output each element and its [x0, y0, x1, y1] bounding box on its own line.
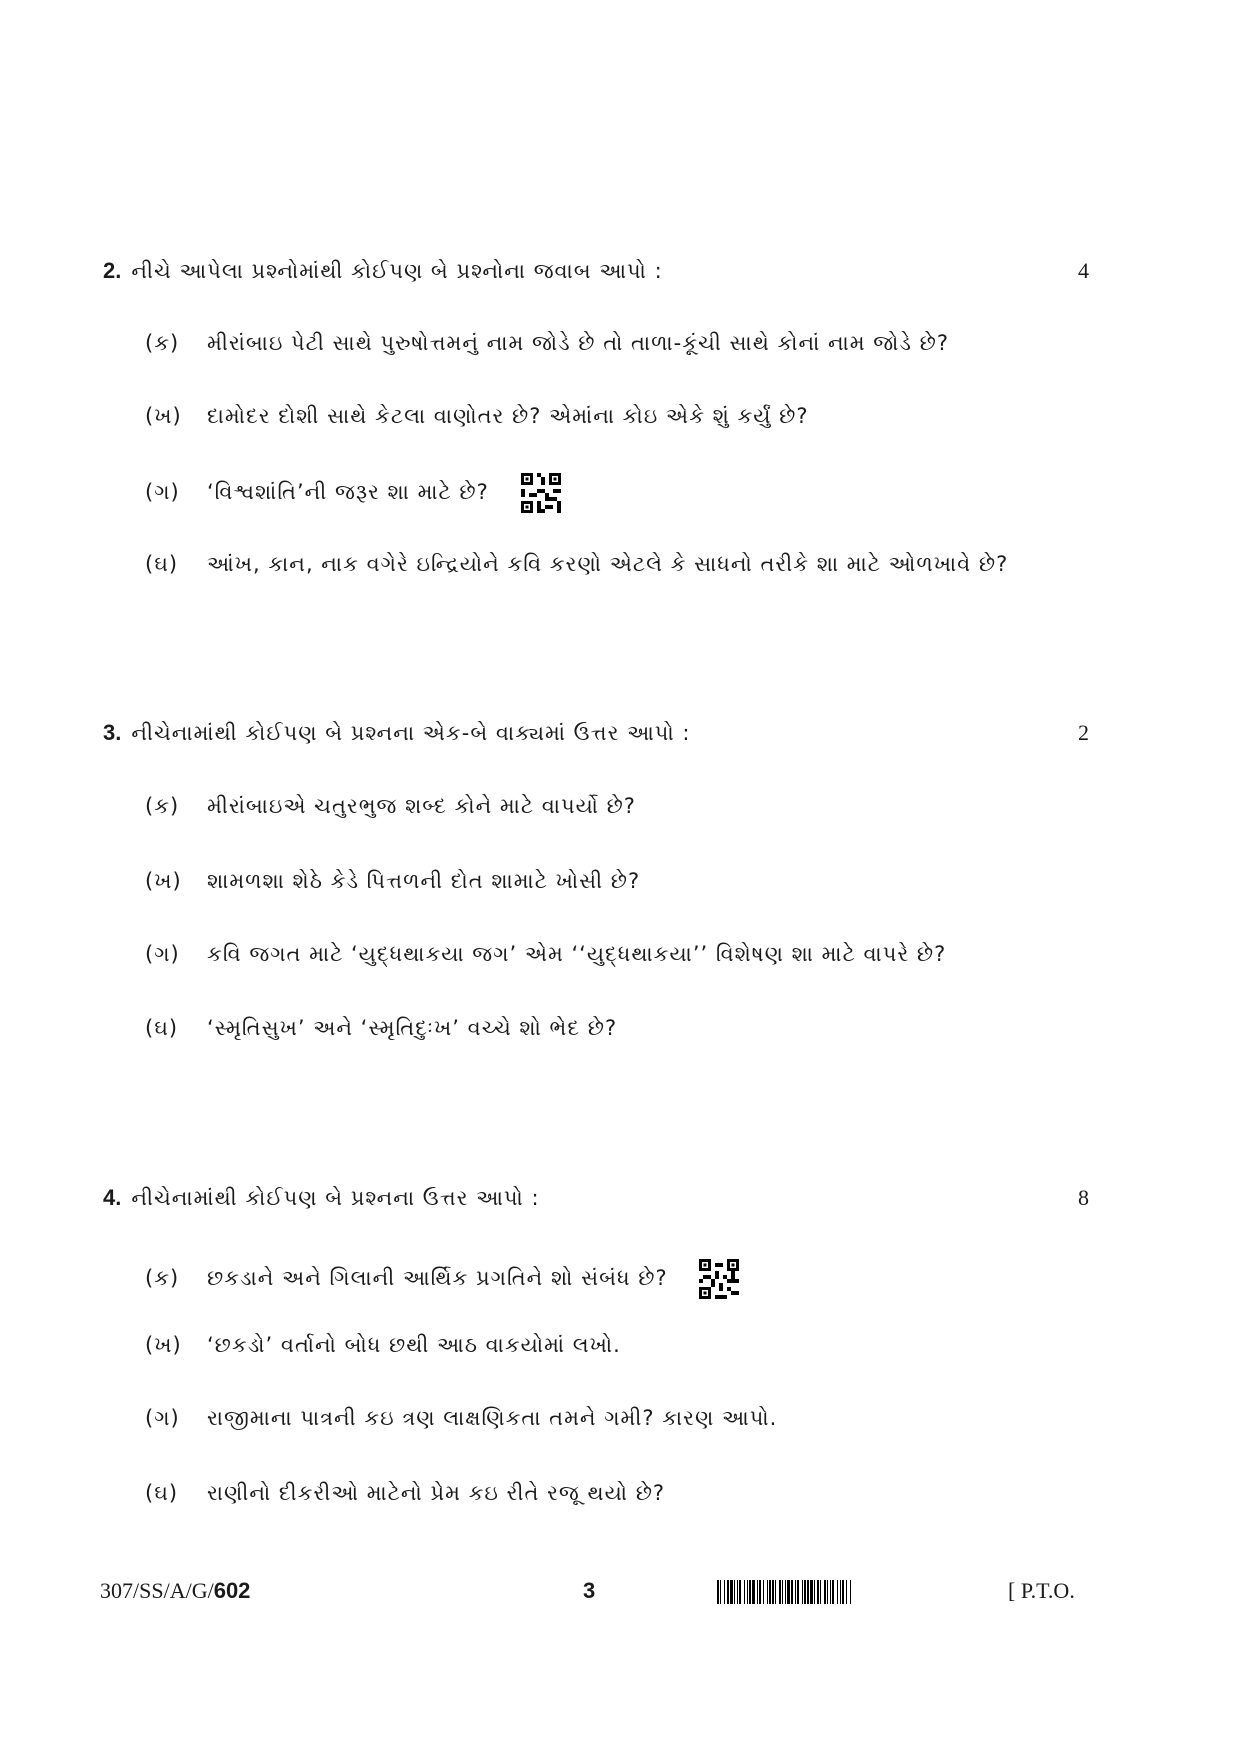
question-2-item-kha — [145, 404, 809, 429]
question-4-item-ka — [145, 1259, 739, 1299]
item-text: કવિ જગત માટે ‘યુદ્ધથાકયા જગ’ એમ ‘‘યુદ્ધથાકયા’’ વિશેષણ શા માટે વાપરે છે? — [207, 942, 947, 966]
paper-code-suffix: 602 — [213, 1578, 251, 1603]
item-label: (ક) — [145, 1266, 180, 1290]
page-number: 3 — [583, 1578, 596, 1603]
item-label: (ઘ) — [145, 1481, 179, 1505]
question-3-marks: 2 — [1078, 720, 1089, 745]
item-text: મીરાંબાઇ પેટી સાથે પુરુષોત્તમનું નામ જોડે છે તો તાળા-કૂંચી સાથે કોનાં નામ જોડે છે? — [207, 331, 950, 355]
question-4-marks: 8 — [1078, 1185, 1089, 1210]
item-text: ‘છકડો’ વર્તાનો બોધ છથી આઠ વાકયોમાં લખો. — [207, 1333, 621, 1357]
question-2-item-gha — [145, 552, 1008, 577]
question-2-marks: 4 — [1078, 258, 1089, 283]
item-label: (ક) — [145, 794, 180, 818]
question-prompt: નીચે આપેલા પ્રશ્નોમાંથી કોઈપણ બે પ્રશ્નોના જવાબ આપો : — [131, 259, 663, 283]
item-label: (ખ) — [145, 1333, 182, 1357]
paper-code — [100, 1578, 250, 1604]
barcode-icon — [717, 1580, 995, 1604]
question-2-item-ga — [145, 473, 561, 513]
pto-label: [ P.T.O. — [1008, 1578, 1075, 1603]
question-number: 4. — [103, 1185, 122, 1210]
question-2-item-ka — [145, 331, 949, 356]
item-text: મીરાંબાઇએ ચતુરભુજ શબ્દ કોને માટે વાપર્યો છે? — [207, 794, 636, 818]
question-2-heading — [103, 258, 663, 284]
item-text: રાજીમાના પાત્રની કઇ ત્રણ લાક્ષણિકતા તમને ગમી? કારણ આપો. — [207, 1406, 778, 1430]
item-label: (ખ) — [145, 404, 182, 428]
qr-code-icon[interactable] — [699, 1259, 739, 1299]
item-label: (ક) — [145, 331, 180, 355]
question-3-item-ka — [145, 794, 636, 819]
item-text: દામોદર દોશી સાથે કેટલા વાણોતર છે? એમાંના કોઇ એકે શું કર્યું છે? — [207, 404, 809, 428]
item-label: (ખ) — [145, 869, 182, 893]
item-text: રાણીનો દીકરીઓ માટેનો પ્રેમ કઇ રીતે રજૂ થયો છે? — [207, 1481, 666, 1505]
item-text: ‘સ્મૃતિસુખ’ અને ‘સ્મૃતિદુઃખ’ વચ્ચે શો ભેદ છે? — [207, 1016, 618, 1040]
question-4-item-ga — [145, 1406, 777, 1431]
item-text: ‘વિશ્વશાંતિ’ની જરૂર શા માટે છે? — [207, 480, 489, 504]
question-number: 2. — [103, 258, 122, 283]
question-prompt: નીચેનામાંથી કોઈપણ બે પ્રશ્નના ઉત્તર આપો : — [131, 1186, 540, 1210]
question-prompt: નીચેનામાંથી કોઈપણ બે પ્રશ્નના એક-બે વાક્યમાં ઉત્તર આપો : — [131, 721, 691, 745]
item-label: (ઘ) — [145, 1016, 179, 1040]
question-4-heading — [103, 1185, 540, 1211]
question-4-item-gha — [145, 1481, 665, 1506]
question-3-item-ga — [145, 942, 946, 967]
question-3-item-kha — [145, 869, 640, 894]
item-text: શામળશા શેઠે કેડે પિત્તળની દોત શામાટે ખોસી છે? — [207, 869, 641, 893]
paper-code-prefix: 307/SS/A/G/ — [100, 1578, 214, 1603]
item-text: આંખ, કાન, નાક વગેરે ઇન્દ્રિયોને કવિ કરણો એટલે કે સાધનો તરીકે શા માટે ઓળખાવે છે? — [207, 552, 1009, 576]
qr-code-icon[interactable] — [521, 473, 561, 513]
question-4-item-kha — [145, 1333, 621, 1358]
item-text: છકડાને અને ગિલાની આર્થિક પ્રગતિને શો સંબંધ છે? — [207, 1266, 668, 1290]
question-number: 3. — [103, 720, 122, 745]
question-3-heading — [103, 720, 690, 746]
item-label: (ગ) — [145, 942, 180, 966]
question-3-item-gha — [145, 1016, 617, 1041]
item-label: (ગ) — [145, 1406, 180, 1430]
item-label: (ઘ) — [145, 552, 179, 576]
item-label: (ગ) — [145, 480, 180, 504]
